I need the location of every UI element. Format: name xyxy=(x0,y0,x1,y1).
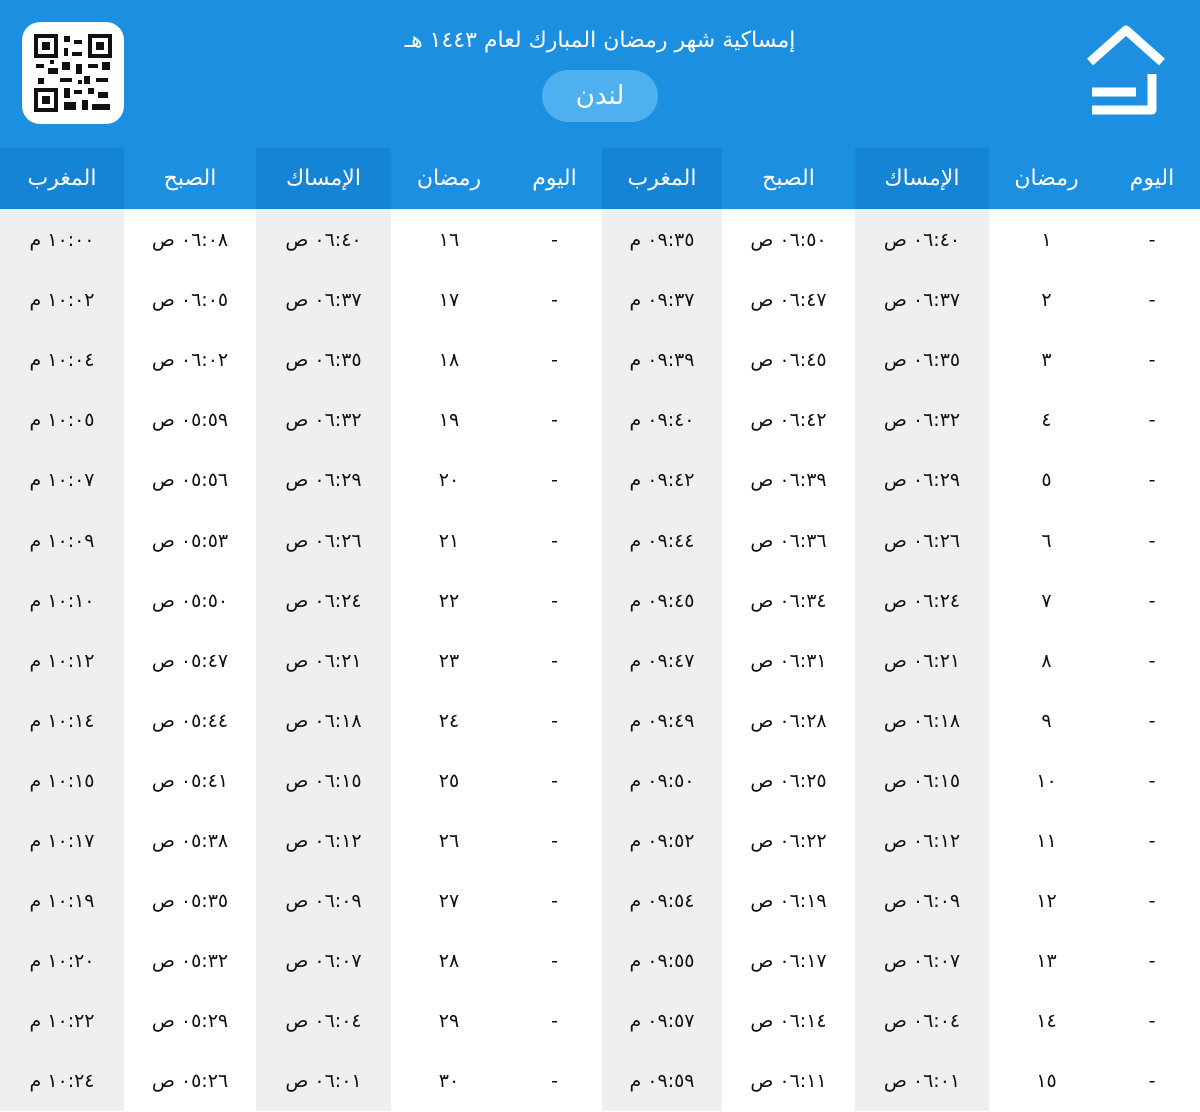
cell-ramadan: ٧ xyxy=(1041,589,1052,612)
cell-day: - xyxy=(1148,1010,1156,1033)
cell-maghrib: ١٠:١٧ م xyxy=(29,830,95,852)
table-header xyxy=(0,148,1200,209)
cell-imsak: ٠٦:٢٦ ص xyxy=(883,529,961,552)
cell-day: - xyxy=(1148,769,1156,792)
table-row xyxy=(0,449,1200,509)
cell-fajr: ٠٦:٢٥ ص xyxy=(750,769,827,792)
cell-day: - xyxy=(1148,709,1156,732)
cell-maghrib: ١٠:٠٠ م xyxy=(29,229,95,251)
cell-day: - xyxy=(551,349,558,372)
city-badge: لندن xyxy=(542,70,658,122)
cell-maghrib: ٠٩:٥٥ م xyxy=(629,950,695,973)
cell-fajr: ٠٥:٣٥ ص xyxy=(151,890,229,913)
cell-ramadan: ٢٠ xyxy=(438,469,460,492)
cell-day: - xyxy=(1148,589,1156,612)
cell-ramadan: ١٨ xyxy=(438,349,460,372)
cell-fajr: ٠٥:٢٩ ص xyxy=(151,1010,229,1033)
cell-imsak: ٠٦:٢١ ص xyxy=(285,649,362,672)
cell-ramadan: ١٣ xyxy=(1036,950,1057,973)
cell-maghrib: ١٠:١٩ م xyxy=(29,890,95,913)
cell-ramadan: ٣ xyxy=(1041,349,1052,372)
cell-fajr: ٠٦:٣١ ص xyxy=(750,649,827,672)
cell-ramadan: ٢٤ xyxy=(438,709,460,732)
table-row xyxy=(0,690,1200,750)
cell-maghrib: ٠٩:٥٤ م xyxy=(629,890,695,913)
cell-day: - xyxy=(1148,529,1156,552)
cell-day: - xyxy=(551,589,558,612)
cell-maghrib: ١٠:٠٩ م xyxy=(29,529,95,552)
cell-fajr: ٠٥:٤٤ ص xyxy=(151,709,229,732)
column-header-fajr: الصبح xyxy=(722,148,855,209)
cell-day: - xyxy=(551,409,558,432)
table-row xyxy=(0,389,1200,449)
cell-day: - xyxy=(1148,289,1156,312)
cell-fajr: ٠٦:١١ ص xyxy=(750,1070,827,1093)
cell-imsak: ٠٦:٣٥ ص xyxy=(285,349,362,372)
column-header-ramadan: رمضان xyxy=(391,148,507,209)
cell-fajr: ٠٦:٤٥ ص xyxy=(750,349,827,372)
cell-maghrib: ١٠:١٥ م xyxy=(29,769,95,792)
table-row xyxy=(0,209,1200,269)
cell-fajr: ٠٥:٥٩ ص xyxy=(151,409,229,432)
cell-maghrib: ١٠:١٢ م xyxy=(29,649,95,672)
cell-maghrib: ٠٩:٣٧ م xyxy=(629,289,695,312)
cell-ramadan: ٨ xyxy=(1041,649,1052,672)
cell-imsak: ٠٦:٠٧ ص xyxy=(285,950,362,973)
cell-day: - xyxy=(551,709,558,732)
cell-ramadan: ٢ xyxy=(1041,289,1052,312)
cell-day: - xyxy=(551,289,558,312)
cell-fajr: ٠٥:٥٦ ص xyxy=(151,469,229,492)
cell-maghrib: ١٠:٢٤ م xyxy=(29,1070,95,1093)
cell-ramadan: ١٥ xyxy=(1036,1070,1057,1093)
cell-imsak: ٠٦:٤٠ ص xyxy=(883,229,961,251)
cell-imsak: ٠٦:٢٩ ص xyxy=(883,469,961,492)
cell-ramadan: ٩ xyxy=(1041,709,1052,732)
house-logo-icon xyxy=(1080,22,1172,126)
cell-fajr: ٠٦:٤٧ ص xyxy=(750,289,827,312)
table-row xyxy=(0,930,1200,990)
column-header-maghrib: المغرب xyxy=(0,148,124,209)
cell-ramadan: ٢٣ xyxy=(438,649,460,672)
cell-imsak: ٠٦:٢٦ ص xyxy=(285,529,362,552)
cell-fajr: ٠٦:٠٨ ص xyxy=(151,229,229,251)
cell-imsak: ٠٦:١٥ ص xyxy=(883,769,961,792)
cell-imsak: ٠٦:٢١ ص xyxy=(883,649,961,672)
cell-imsak: ٠٦:٣٢ ص xyxy=(285,409,362,432)
cell-imsak: ٠٦:١٢ ص xyxy=(883,830,961,852)
cell-fajr: ٠٥:٤١ ص xyxy=(151,769,229,792)
table-row xyxy=(0,810,1200,870)
cell-fajr: ٠٦:١٧ ص xyxy=(750,950,827,973)
cell-maghrib: ١٠:٠٧ م xyxy=(29,469,95,492)
cell-fajr: ٠٥:٣٢ ص xyxy=(151,950,229,973)
column-header-imsak: الإمساك xyxy=(855,148,989,209)
cell-imsak: ٠٦:٣٢ ص xyxy=(883,409,961,432)
cell-day: - xyxy=(551,1070,558,1093)
cell-fajr: ٠٦:٣٤ ص xyxy=(750,589,827,612)
cell-maghrib: ٠٩:٤٠ م xyxy=(629,409,695,432)
cell-fajr: ٠٥:٣٨ ص xyxy=(151,830,229,852)
table-row xyxy=(0,990,1200,1050)
cell-maghrib: ٠٩:٤٤ م xyxy=(629,529,695,552)
cell-day: - xyxy=(551,649,558,672)
table-row xyxy=(0,870,1200,930)
cell-day: - xyxy=(1148,469,1156,492)
cell-day: - xyxy=(551,830,558,852)
table-row xyxy=(0,1050,1200,1110)
cell-imsak: ٠٦:٣٥ ص xyxy=(883,349,961,372)
cell-day: - xyxy=(551,469,558,492)
cell-fajr: ٠٦:٤٢ ص xyxy=(750,409,827,432)
column-header-ramadan: رمضان xyxy=(989,148,1104,209)
cell-ramadan: ١٦ xyxy=(438,229,460,251)
cell-ramadan: ٢٨ xyxy=(438,950,460,973)
column-header-imsak: الإمساك xyxy=(256,148,391,209)
cell-maghrib: ٠٩:٥٧ م xyxy=(629,1010,695,1033)
cell-imsak: ٠٦:٣٧ ص xyxy=(285,289,362,312)
cell-maghrib: ٠٩:٥٠ م xyxy=(629,769,695,792)
cell-ramadan: ٥ xyxy=(1041,469,1052,492)
table-row xyxy=(0,630,1200,690)
cell-imsak: ٠٦:٤٠ ص xyxy=(285,229,362,251)
cell-day: - xyxy=(1148,950,1156,973)
cell-maghrib: ٠٩:٤٥ م xyxy=(629,589,695,612)
cell-imsak: ٠٦:٠٤ ص xyxy=(285,1010,362,1033)
cell-day: - xyxy=(551,950,558,973)
cell-ramadan: ٢٧ xyxy=(438,890,460,913)
cell-maghrib: ٠٩:٣٩ م xyxy=(629,349,695,372)
cell-ramadan: ١٧ xyxy=(438,289,460,312)
cell-day: - xyxy=(1148,830,1156,852)
cell-ramadan: ١٤ xyxy=(1036,1010,1057,1033)
cell-ramadan: ١٠ xyxy=(1036,769,1057,792)
column-header-fajr: الصبح xyxy=(124,148,256,209)
cell-fajr: ٠٦:٢٢ ص xyxy=(750,830,827,852)
cell-maghrib: ١٠:٠٤ م xyxy=(29,349,95,372)
cell-ramadan: ١١ xyxy=(1036,830,1057,852)
cell-maghrib: ١٠:١٤ م xyxy=(29,709,95,732)
cell-maghrib: ١٠:٠٢ م xyxy=(29,289,95,312)
cell-day: - xyxy=(1148,1070,1156,1093)
cell-ramadan: ١ xyxy=(1041,229,1052,251)
table-row xyxy=(0,329,1200,389)
table-body xyxy=(0,209,1200,1111)
cell-fajr: ٠٦:٠٢ ص xyxy=(151,349,229,372)
cell-imsak: ٠٦:٢٩ ص xyxy=(285,469,362,492)
cell-imsak: ٠٦:١٢ ص xyxy=(285,830,362,852)
cell-day: - xyxy=(1148,649,1156,672)
cell-day: - xyxy=(551,529,558,552)
cell-fajr: ٠٦:١٩ ص xyxy=(750,890,827,913)
cell-ramadan: ١٩ xyxy=(438,409,460,432)
cell-fajr: ٠٦:٢٨ ص xyxy=(750,709,827,732)
cell-imsak: ٠٦:٢٤ ص xyxy=(883,589,961,612)
header-banner xyxy=(0,0,1200,148)
cell-imsak: ٠٦:٠٤ ص xyxy=(883,1010,961,1033)
cell-day: - xyxy=(1148,349,1156,372)
table-row xyxy=(0,269,1200,329)
column-header-maghrib: المغرب xyxy=(602,148,722,209)
cell-day: - xyxy=(1148,890,1156,913)
table-row xyxy=(0,570,1200,630)
cell-ramadan: ١٢ xyxy=(1036,890,1057,913)
cell-maghrib: ١٠:٢٢ م xyxy=(29,1010,95,1033)
cell-maghrib: ١٠:٢٠ م xyxy=(29,950,95,973)
cell-maghrib: ٠٩:٤٧ م xyxy=(629,649,695,672)
cell-ramadan: ٦ xyxy=(1041,529,1052,552)
cell-fajr: ٠٦:٣٦ ص xyxy=(750,529,827,552)
cell-day: - xyxy=(1148,409,1156,432)
cell-day: - xyxy=(551,1010,558,1033)
cell-day: - xyxy=(551,769,558,792)
cell-fajr: ٠٥:٥٠ ص xyxy=(151,589,229,612)
cell-maghrib: ١٠:٠٥ م xyxy=(29,409,95,432)
cell-imsak: ٠٦:١٥ ص xyxy=(285,769,362,792)
cell-ramadan: ٢٦ xyxy=(438,830,460,852)
cell-maghrib: ٠٩:٥٩ م xyxy=(629,1070,695,1093)
cell-maghrib: ١٠:١٠ م xyxy=(29,589,95,612)
cell-fajr: ٠٦:٥٠ ص xyxy=(750,229,827,251)
cell-maghrib: ٠٩:٤٢ م xyxy=(629,469,695,492)
cell-day: - xyxy=(551,890,558,913)
cell-day: - xyxy=(551,229,558,251)
cell-fajr: ٠٦:٠٥ ص xyxy=(151,289,229,312)
cell-day: - xyxy=(1148,229,1156,251)
cell-ramadan: ٢١ xyxy=(438,529,460,552)
cell-ramadan: ٤ xyxy=(1041,409,1052,432)
cell-ramadan: ٢٢ xyxy=(438,589,460,612)
cell-imsak: ٠٦:٠١ ص xyxy=(285,1070,362,1093)
cell-imsak: ٠٦:٢٤ ص xyxy=(285,589,362,612)
cell-maghrib: ٠٩:٣٥ م xyxy=(629,229,695,251)
cell-fajr: ٠٥:٢٦ ص xyxy=(151,1070,229,1093)
cell-ramadan: ٣٠ xyxy=(438,1070,460,1093)
cell-imsak: ٠٦:٠١ ص xyxy=(883,1070,961,1093)
cell-imsak: ٠٦:١٨ ص xyxy=(285,709,362,732)
column-header-day: اليوم xyxy=(507,148,602,209)
page-title: إمساكية شهر رمضان المبارك لعام ١٤٤٣ هـ xyxy=(404,28,796,53)
cell-fajr: ٠٥:٤٧ ص xyxy=(151,649,229,672)
table-row xyxy=(0,510,1200,570)
cell-maghrib: ٠٩:٤٩ م xyxy=(629,709,695,732)
cell-imsak: ٠٦:٣٧ ص xyxy=(883,289,961,312)
cell-imsak: ٠٦:٠٩ ص xyxy=(285,890,362,913)
cell-fajr: ٠٦:١٤ ص xyxy=(750,1010,827,1033)
cell-ramadan: ٢٩ xyxy=(438,1010,460,1033)
cell-imsak: ٠٦:٠٧ ص xyxy=(883,950,961,973)
cell-fajr: ٠٥:٥٣ ص xyxy=(151,529,229,552)
cell-fajr: ٠٦:٣٩ ص xyxy=(750,469,827,492)
cell-ramadan: ٢٥ xyxy=(438,769,460,792)
table-row xyxy=(0,750,1200,810)
column-header-day: اليوم xyxy=(1104,148,1200,209)
cell-imsak: ٠٦:١٨ ص xyxy=(883,709,961,732)
cell-maghrib: ٠٩:٥٢ م xyxy=(629,830,695,852)
cell-imsak: ٠٦:٠٩ ص xyxy=(883,890,961,913)
